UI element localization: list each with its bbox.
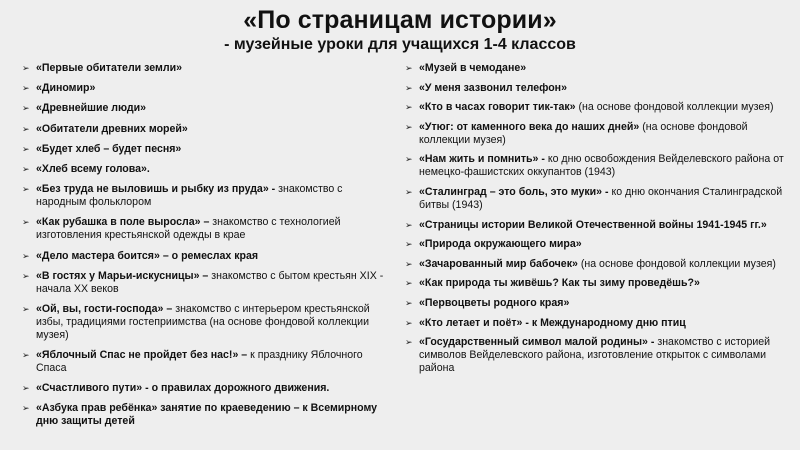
item-title: «Первоцветы родного края»: [419, 296, 570, 309]
item-description: знакомство с бытом крестьян XIX - начала XX веков: [36, 269, 384, 295]
item-title: «Счастливого пути» - о правилах дорожного движения.: [36, 382, 330, 395]
arrow-bullet-icon: ➢: [22, 270, 30, 281]
item-title: «Кто летает и поёт» - к Международному дню птиц: [419, 316, 686, 329]
item-description: (на основе фондовой коллекции музея): [419, 120, 748, 146]
item-description: (на основе фондовой коллекции музея): [577, 257, 776, 270]
arrow-bullet-icon: ➢: [405, 186, 413, 197]
arrow-bullet-icon: ➢: [405, 337, 413, 348]
list-item: [22, 402, 390, 428]
list-item: [405, 336, 795, 375]
arrow-bullet-icon: ➢: [22, 103, 30, 114]
item-title: «Зачарованный мир бабочек»: [419, 257, 578, 270]
arrow-bullet-icon: ➢: [22, 63, 30, 73]
item-title: «Нам жить и помнить» -: [419, 153, 545, 166]
list-item: [405, 277, 795, 290]
item-title: «Природа окружающего мира»: [419, 238, 582, 251]
left-column-list: [22, 62, 390, 436]
item-title: «Древнейшие люди»: [36, 102, 147, 115]
list-item: [405, 62, 795, 75]
item-description: ко дню освобождения Вейделевского района от немецко-фашистских оккупантов (1943): [419, 153, 784, 179]
slide-title: «По страницам истории»: [243, 6, 557, 34]
list-item: [22, 349, 390, 375]
list-item: [405, 186, 795, 212]
arrow-bullet-icon: ➢: [405, 82, 413, 93]
item-title: «Яблочный Спас не пройдет без нас!» –: [36, 349, 248, 362]
item-title: «Музей в чемодане»: [419, 62, 527, 74]
item-title: «Страницы истории Великой Отечественной войны 1941-1945 гг.»: [419, 218, 767, 231]
item-title: «Как рубашка в поле выросла» –: [36, 216, 210, 229]
arrow-bullet-icon: ➢: [405, 239, 413, 250]
right-column-list: [405, 62, 795, 382]
item-title: «Будет хлеб – будет песня»: [36, 142, 182, 155]
list-item: [22, 303, 390, 342]
item-title: «Дело мастера боится» – о ремеслах края: [36, 249, 259, 262]
list-item: [22, 216, 390, 242]
list-item: [22, 102, 390, 115]
arrow-bullet-icon: ➢: [405, 102, 413, 113]
item-title: «Первые обитатели земли»: [36, 62, 182, 74]
arrow-bullet-icon: ➢: [22, 143, 30, 154]
list-item: [22, 163, 390, 176]
list-item: [22, 382, 390, 395]
list-item: [22, 183, 390, 209]
item-title: «В гостях у Марьи-искусницы» –: [36, 269, 209, 282]
list-item: [22, 250, 390, 263]
list-item: [405, 317, 795, 330]
list-item: [405, 82, 795, 95]
item-title: «Сталинград – это боль, это муки» -: [419, 185, 609, 198]
item-description: к празднику Яблочного Спаса: [36, 349, 363, 375]
list-item: [405, 101, 795, 114]
item-title: «У меня зазвонил телефон»: [419, 81, 567, 94]
arrow-bullet-icon: ➢: [22, 83, 30, 94]
list-item: [22, 270, 390, 296]
item-title: «Обитатели древних морей»: [36, 122, 188, 135]
item-title: «Хлеб всему голова».: [36, 162, 150, 175]
arrow-bullet-icon: ➢: [405, 258, 413, 269]
arrow-bullet-icon: ➢: [405, 121, 413, 132]
list-item: [22, 62, 390, 75]
arrow-bullet-icon: ➢: [405, 63, 413, 73]
item-description: (на основе фондовой коллекции музея): [575, 101, 774, 114]
item-title: «Ой, вы, гости-господа» –: [36, 302, 173, 315]
arrow-bullet-icon: ➢: [405, 297, 413, 308]
list-item: [22, 143, 390, 156]
arrow-bullet-icon: ➢: [22, 303, 30, 314]
item-description: знакомство с народным фольклором: [36, 183, 343, 209]
arrow-bullet-icon: ➢: [22, 217, 30, 228]
list-item: [405, 121, 795, 147]
arrow-bullet-icon: ➢: [22, 350, 30, 361]
list-item: [405, 238, 795, 251]
arrow-bullet-icon: ➢: [22, 123, 30, 134]
item-title: «Диномир»: [36, 82, 96, 95]
list-item: [405, 153, 795, 179]
item-description: знакомство с историей символов Вейделевского района, изготовление открыток с символами района: [419, 336, 771, 375]
item-title: «Государственный символ малой родины» -: [419, 336, 655, 349]
item-description: знакомство с интерьером крестьянской избы, традициями гостеприимства (на основе фондовой коллекции музея): [36, 302, 370, 341]
arrow-bullet-icon: ➢: [405, 219, 413, 230]
item-title: «Как природа ты живёшь? Как ты зиму проведёшь?»: [419, 277, 700, 290]
list-item: [405, 297, 795, 310]
item-title: «Азбука прав ребёнка» занятие по краеведению – к Всемирному дню защиты детей: [36, 402, 378, 428]
item-description: знакомство с технологией изготовления крестьянской одежды в крае: [36, 216, 341, 242]
arrow-bullet-icon: ➢: [22, 383, 30, 394]
item-description: ко дню окончания Сталинградской битвы (1943): [419, 185, 783, 211]
arrow-bullet-icon: ➢: [405, 154, 413, 165]
arrow-bullet-icon: ➢: [22, 163, 30, 174]
arrow-bullet-icon: ➢: [405, 317, 413, 328]
arrow-bullet-icon: ➢: [22, 184, 30, 195]
arrow-bullet-icon: ➢: [22, 250, 30, 261]
item-title: «Без труда не выловишь и рыбку из пруда» -: [36, 183, 276, 196]
list-item: [22, 123, 390, 136]
item-title: «Утюг: от каменного века до наших дней»: [419, 120, 640, 133]
arrow-bullet-icon: ➢: [22, 403, 30, 414]
list-item: [405, 258, 795, 271]
item-title: «Кто в часах говорит тик-так»: [419, 101, 576, 114]
list-item: [405, 219, 795, 232]
slide-subtitle: - музейные уроки для учащихся 1-4 классов: [224, 36, 576, 53]
list-item: [22, 82, 390, 95]
arrow-bullet-icon: ➢: [405, 278, 413, 289]
